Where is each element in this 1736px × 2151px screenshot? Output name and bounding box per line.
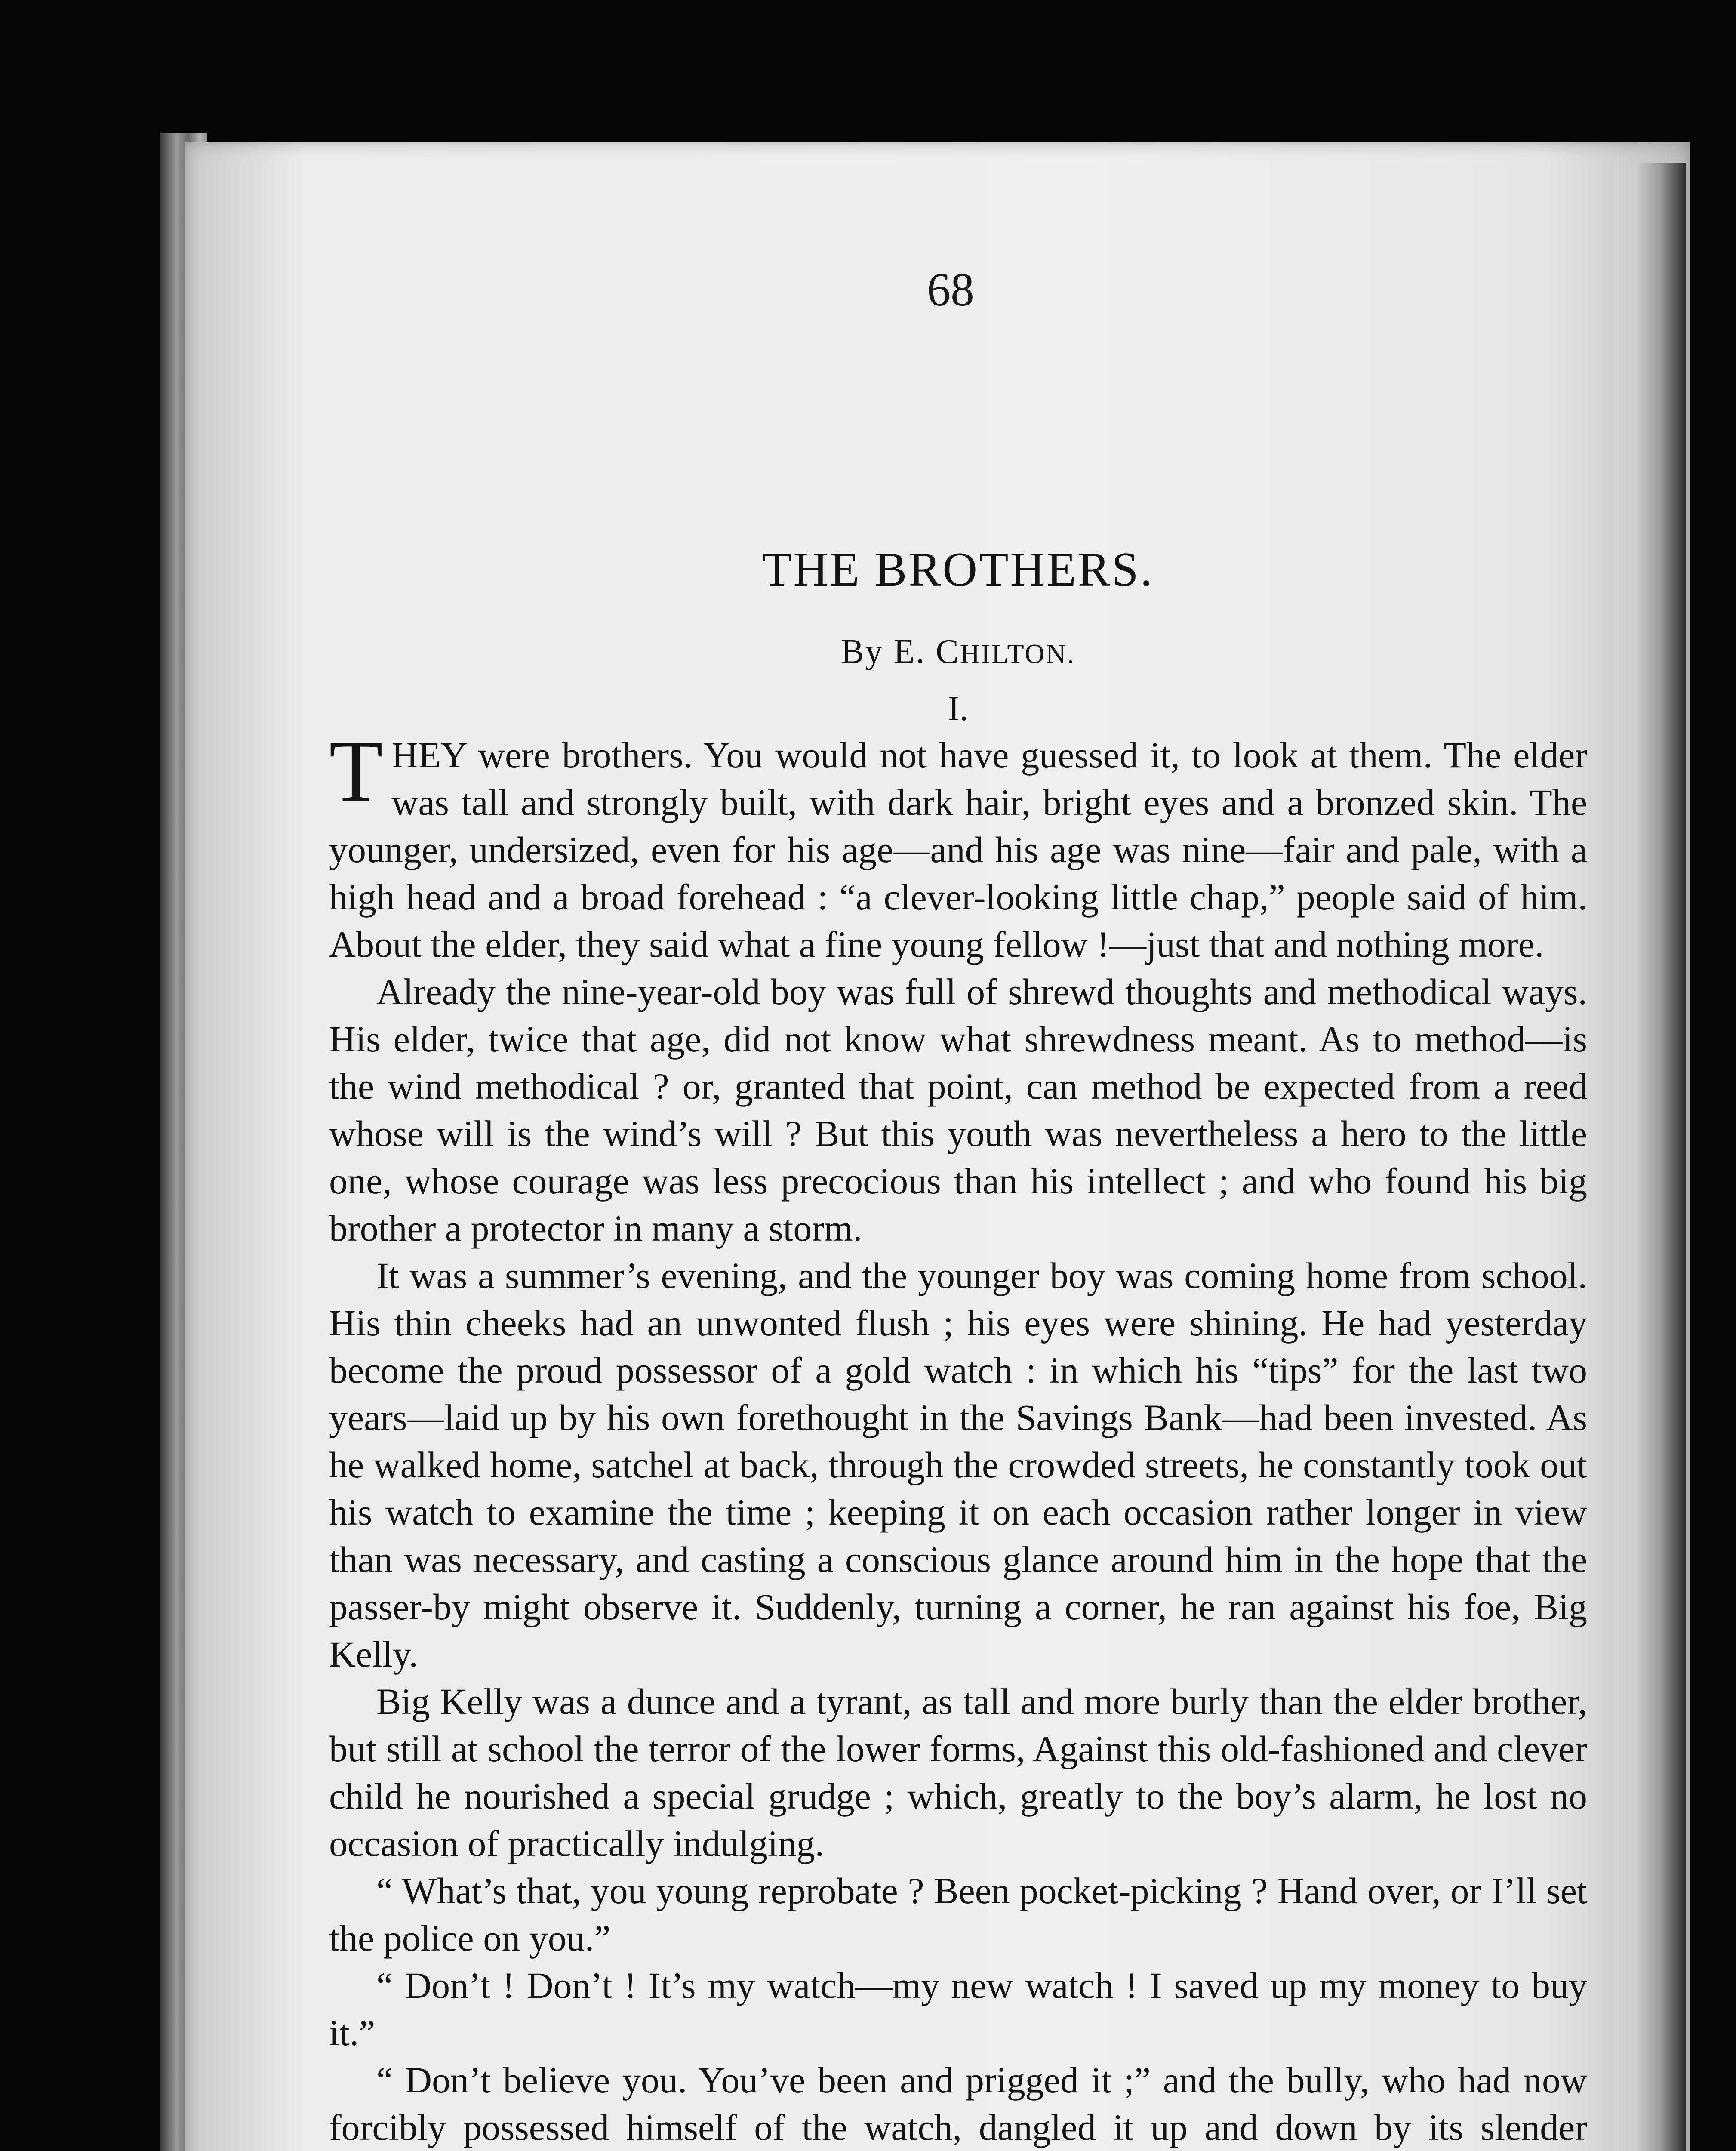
paragraph xyxy=(329,722,1587,968)
paragraph: Big Kelly was a dunce and a tyrant, as tall and more burly than the elder brother, but still at school the terror of the lower forms, Against this old-fashioned and clever child he nourished a special grudge ; which, greatly to the boy’s alarm, he lost no occasion of practically indulging. xyxy=(329,1681,1587,1864)
paragraph: “ What’s that, you young reprobate ? Been pocket-picking ? Hand over, or I’ll set the police on you.” xyxy=(329,1870,1587,1959)
story-body xyxy=(329,722,1587,2151)
book-edge-right xyxy=(1634,163,1686,2151)
paragraph: It was a summer’s evening, and the younger boy was coming home from school. His thin cheeks had an unwonted flush ; his eyes were shining. He had yesterday become the proud possessor of a gold watch : in which his “tips” for the last two years—laid up by his own forethought in the Savings Bank—had been invested. As he walked home, satchel at back, through the crowded streets, he constantly took out his watch to examine the time ; keeping it on each occasion rather longer in view than was necessary, and casting a conscious glance around him in the hope that the passer-by might observe it. Suddenly, turning a corner, he ran against his foe, Big Kelly. xyxy=(329,1255,1587,1675)
story-title: THE BROTHERS. xyxy=(762,543,1154,596)
paragraph: “ Don’t ! Don’t ! It’s my watch—my new watch ! I saved up my money to buy it.” xyxy=(329,1965,1587,2053)
paragraph: Already the nine-year-old boy was full of shrewd thoughts and methodical ways. His elder, twice that age, did not know what shrewdness meant. As to method—is the wind methodical ? or, granted that point, can method be expected from a reed whose will is the wind’s will ? But this youth was nevertheless a hero to the little one, whose courage was less precocious than his intellect ; and who found his big brother a protector in many a storm. xyxy=(329,971,1587,1249)
page-number: 68 xyxy=(927,263,974,316)
drop-cap: T xyxy=(329,722,383,820)
section-heading: I. xyxy=(948,689,969,728)
byline-surname-rest: HILTON. xyxy=(960,638,1075,669)
paragraph-text: HEY were brothers. You would not have guessed it, to look at them. The elder was tall and strongly built, with dark hair, bright eyes and a bronzed skin. The younger, undersized, even for his age—and his age was nine—fair and pale, with a high head and a broad forehead : “a clever-looking little chap,” people said of him. About the elder, they said what a fine young fellow !—just that and nothing more. xyxy=(329,734,1587,965)
byline xyxy=(329,632,1587,672)
byline-surname-initial: C xyxy=(936,633,960,671)
paragraph: “ Don’t believe you. You’ve been and prigged it ;” and the bully, who had now forcibly possessed himself of the watch, dangled it up and down by its slender xyxy=(329,2059,1587,2148)
byline-by: By xyxy=(841,633,884,671)
byline-initial: E. xyxy=(893,633,926,671)
